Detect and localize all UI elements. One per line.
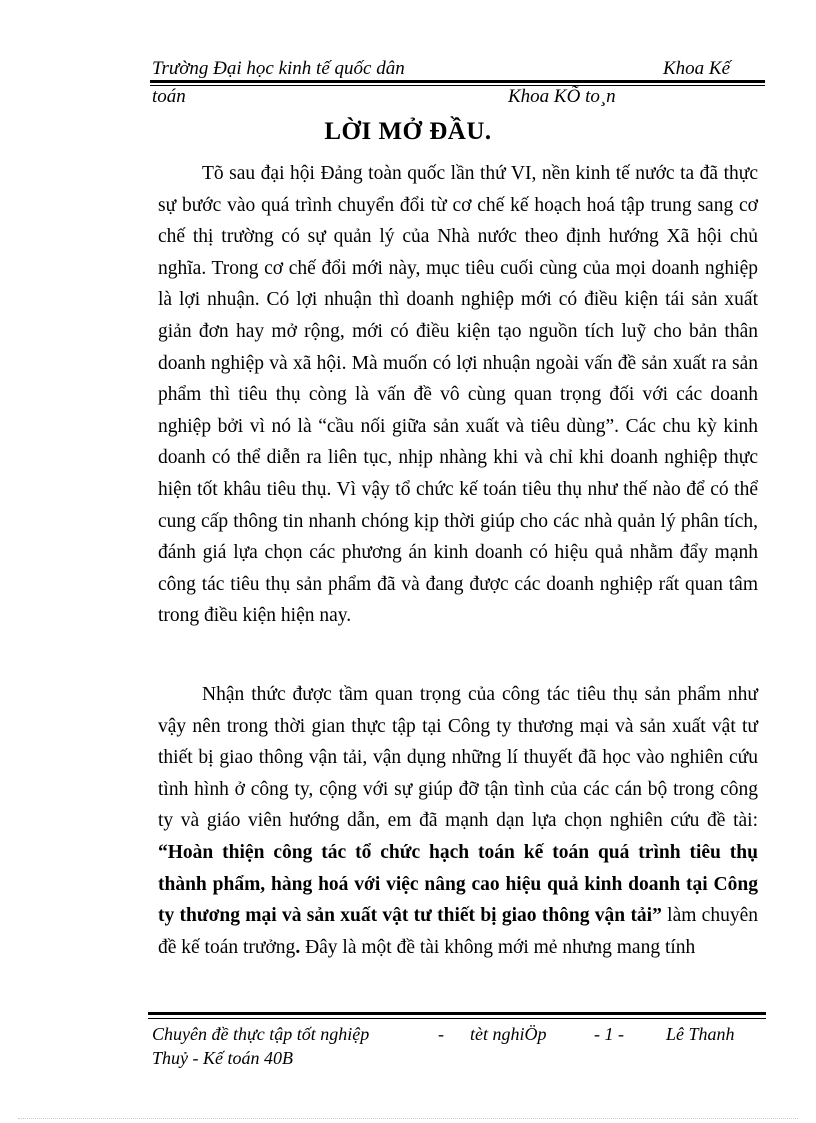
paragraph-topic-end: Đây là một đề tài không mới mẻ nhưng mang tính <box>300 936 696 958</box>
paragraph-intro: Tõ sau đại hội Đảng toàn quốc lần thứ VI, nền kinh tế nước ta đã thực sự bước vào quá trình chuyển đổi từ cơ chế kế hoạch hoá tập trung sang cơ chế thị trường có sự quản lý của Nhà nước theo định hướng Xã hội chủ nghĩa. Trong cơ chế đổi mới này, mục tiêu cuối cùng của mọi doanh nghiệp là lợi nhuận. Có lợi nhuận thì doanh nghiệp mới có điều kiện tái sản xuất giản đơn hay mở rộng, mới có điều kiện tạo nguồn tích luỹ cho bản thân doanh nghiệp và xã hội. Mà muốn có lợi nhuận ngoài vấn đề sản xuất ra sản phẩm thì tiêu thụ còng là vấn đề vô cùng quan trọng đối với các doanh nghiệp bởi vì nó là “cầu nối giữa sản xuất và tiêu dùng”. Các chu kỳ kinh doanh có thể diễn ra liên tục, nhịp nhàng khi và chỉ khi doanh nghiệp thực hiện tốt khâu tiêu thụ. Vì vậy tổ chức kế toán tiêu thụ như thế nào để có thể cung cấp thông tin nhanh chóng kịp thời giúp cho các nhà quản lý phân tích, đánh giá lựa chọn các phương án kinh doanh có hiệu quả nhằm đẩy mạnh công tác tiêu thụ sản phẩm đã và đang được các doanh nghiệp rất quan tâm trong điều kiện hiện nay. <box>158 163 758 627</box>
paragraph-topic-mid: làm chuyên đề kế toán trưởng <box>158 905 758 958</box>
running-header <box>152 58 730 82</box>
footer-rule-thick <box>148 1012 766 1015</box>
paragraph-topic-period: . <box>295 936 301 958</box>
header-department: Khoa Kế <box>662 58 730 79</box>
page-number: - 1 - <box>594 1024 624 1044</box>
header-department-cont: toán <box>152 86 186 107</box>
running-header-line2 <box>152 86 767 108</box>
thesis-topic-title: “Hoàn thiện công tác tổ chức hạch toán kế toán quá trình tiêu thụ thành phẩm, hàng hoá với việc nâng cao hiệu quả kinh doanh tại Công ty thương mại và sản xuất vật tư thiết bị giao thông vận tải” <box>158 841 758 927</box>
header-rule-thick <box>150 80 765 83</box>
paragraph-topic <box>158 679 758 963</box>
footer-rule-thin <box>148 1018 766 1019</box>
running-footer <box>152 1022 772 1070</box>
footer-dash: - <box>438 1024 444 1044</box>
page-title: LỜI MỞ ĐẦU. <box>324 118 492 145</box>
footer-garbled: tèt nghiÖp <box>470 1024 547 1044</box>
header-school: Trường Đại học kinh tế quốc dân <box>152 58 405 79</box>
page-edge-divider <box>18 1118 798 1119</box>
header-department-garbled: Khoa KÕ to¸n <box>508 86 616 107</box>
footer-author-class: Thuỷ - Kế toán 40B <box>152 1048 293 1068</box>
footer-report-title: Chuyên đề thực tập tốt nghiệp <box>152 1024 370 1044</box>
paragraph-topic-text: Nhận thức được tầm quan trọng của công tác tiêu thụ sản phẩm như vậy nên trong thời gian thực tập tại Công ty thương mại và sản xuất vật tư thiết bị giao thông vận tải, vận dụng những lí thuyết đã học vào nghiên cứu tình hình ở công ty, cộng với sự giúp đỡ tận tình của các cán bộ trong công ty và giáo viên hướng dẫn, em đã mạnh dạn lựa chọn nghiên cứu đề tài: <box>158 684 758 832</box>
footer-author: Lê Thanh <box>666 1024 735 1044</box>
